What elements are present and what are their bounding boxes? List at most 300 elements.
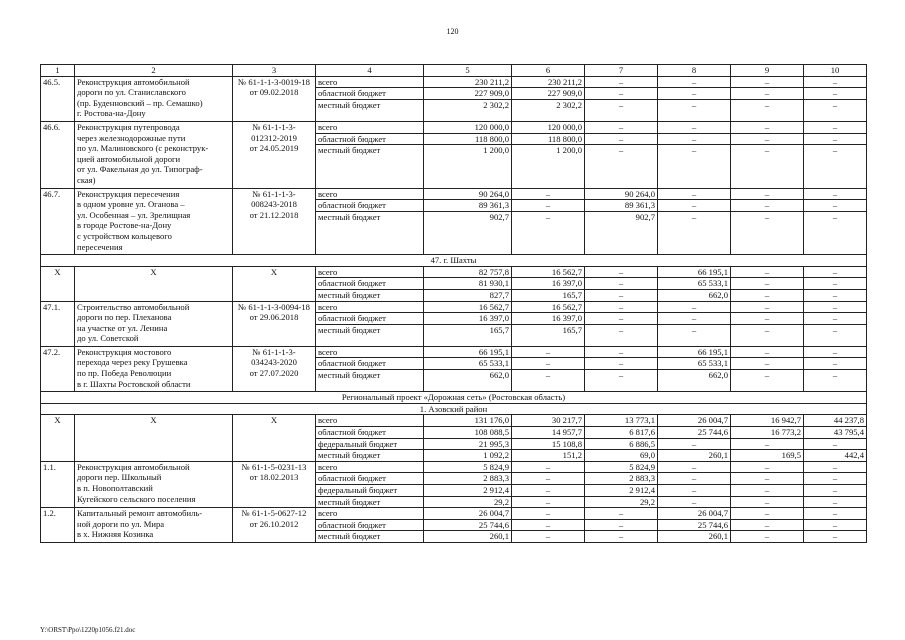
amount-cell: – [804,496,867,508]
amount-cell: – [731,76,804,88]
amount-cell: – [512,461,585,473]
amount-cell: – [658,473,731,485]
document-ref-line: Х [270,415,278,426]
funding-source: областной бюджет [316,313,424,325]
amount-cell: 1 200,0 [512,145,585,188]
object-name-line: в одном уровне ул. Оганова – [77,199,185,210]
document-ref [233,266,316,301]
object-name-line: Кугейского сельского поселения [77,493,196,504]
amount-cell: – [658,324,731,346]
amount-cell: – [585,370,658,392]
column-header: 2 [75,65,233,77]
document-ref-line: № 61-1-1-3- [252,188,296,199]
amount-cell: – [804,266,867,278]
amount-cell: – [731,370,804,392]
amount-cell: 30 217,7 [512,415,585,427]
section-title: 1. Азовский район [41,403,867,415]
amount-cell: 120 000,0 [512,121,585,133]
page-number: 120 [446,27,459,36]
amount-cell: 260,1 [424,531,512,543]
amount-cell: 16 397,0 [512,313,585,325]
item-number: Х [41,415,75,461]
amount-cell: 89 361,3 [424,200,512,212]
amount-cell: – [512,200,585,212]
object-name-line: перехода через реку Грушевка [77,357,188,368]
funding-source: всего [316,415,424,427]
amount-cell: 6 817,6 [585,427,658,439]
amount-cell: – [804,145,867,188]
funding-source: местный бюджет [316,99,424,121]
funding-source: местный бюджет [316,531,424,543]
column-header: 4 [316,65,424,77]
section-row [41,403,867,415]
amount-cell: 118 800,0 [424,133,512,145]
amount-cell: 16 397,0 [512,278,585,290]
funding-source: областной бюджет [316,88,424,100]
amount-cell: – [731,508,804,520]
section-title: 47. г. Шахты [41,255,867,267]
object-name [75,415,233,461]
funding-source: всего [316,188,424,200]
amount-cell: – [731,289,804,301]
amount-cell: – [512,519,585,531]
document-ref-line: № 61-1-1-3-0019-18 [238,76,310,87]
section-row [41,255,867,267]
amount-cell: 2 883,3 [424,473,512,485]
amount-cell: 6 886,5 [585,438,658,450]
amount-cell: – [585,99,658,121]
column-header: 9 [731,65,804,77]
funding-source: всего [316,508,424,520]
amount-cell: – [585,266,658,278]
amount-cell: – [585,531,658,543]
funding-source: местный бюджет [316,324,424,346]
amount-cell: 29,2 [585,496,658,508]
amount-cell: – [804,121,867,133]
amount-cell: – [512,531,585,543]
amount-cell: 90 264,0 [424,188,512,200]
table-row [41,76,867,88]
amount-cell: 90 264,0 [585,188,658,200]
object-name-line: от ул. Факельная до ул. Типограф- [77,164,203,175]
document-ref [233,461,316,507]
amount-cell: – [731,211,804,254]
object-name-line: в п. Новополтавский [77,483,153,493]
item-number: Х [41,266,75,301]
funding-source: федеральный бюджет [316,438,424,450]
amount-cell: 25 744,6 [658,427,731,439]
item-number: 47.2. [41,346,75,391]
amount-cell: 14 957,7 [512,427,585,439]
document-ref-line: от 27.07.2020 [249,368,299,379]
amount-cell: – [658,99,731,121]
amount-cell: 5 824,9 [585,461,658,473]
table-row [41,508,867,520]
amount-cell: – [731,301,804,313]
document-ref [233,301,316,346]
item-number: 1.2. [41,508,75,543]
object-name-line: Реконструкция путепровода [77,121,180,132]
amount-cell: – [585,278,658,290]
amount-cell: 1 092,2 [424,450,512,462]
amount-cell: 230 211,2 [424,76,512,88]
amount-cell: – [585,324,658,346]
funding-source: местный бюджет [316,211,424,254]
object-name-line: в городе Ростове-на-Дону [77,220,172,231]
amount-cell: 165,7 [512,289,585,301]
amount-cell: – [804,519,867,531]
object-name-line: Реконструкция автомобильной [77,461,190,472]
amount-cell: 16 562,7 [512,301,585,313]
amount-cell: – [658,188,731,200]
amount-cell: – [658,211,731,254]
funding-source: областной бюджет [316,278,424,290]
amount-cell: 65 533,1 [658,278,731,290]
amount-cell: – [731,519,804,531]
funding-source: областной бюджет [316,358,424,370]
amount-cell: – [658,200,731,212]
document-ref [233,121,316,188]
table-row [41,415,867,427]
amount-cell: – [731,200,804,212]
object-name-line: до ул. Советской [77,333,139,344]
amount-cell: – [731,133,804,145]
amount-cell: 662,0 [658,370,731,392]
amount-cell: 902,7 [424,211,512,254]
amount-cell: – [731,266,804,278]
column-header: 1 [41,65,75,77]
object-name-line: пересечения [77,241,123,252]
object-name-line: ул. Особенная – ул. Зрелищная [77,209,191,220]
object-name [75,301,233,346]
amount-cell: – [512,188,585,200]
object-name [75,266,233,301]
object-name [75,188,233,255]
amount-cell: 66 195,1 [658,346,731,358]
item-number: 46.5. [41,76,75,121]
amount-cell: 131 176,0 [424,415,512,427]
amount-cell: – [658,301,731,313]
document-ref [233,346,316,391]
amount-cell: – [585,133,658,145]
amount-cell: – [585,346,658,358]
amount-cell: 165,7 [512,324,585,346]
object-name-line: дороги по ул. Станиславского [77,87,186,98]
amount-cell: 44 237,8 [804,415,867,427]
section-row [41,392,867,404]
amount-cell: – [804,278,867,290]
object-name-line: Х [150,266,157,277]
document-ref-line: № 61-1-5-0627-12 [241,508,307,519]
amount-cell: 230 211,2 [512,76,585,88]
amount-cell: 13 773,1 [585,415,658,427]
amount-cell: – [804,438,867,450]
amount-cell: – [512,358,585,370]
amount-cell: 2 912,4 [585,485,658,497]
amount-cell: 151,2 [512,450,585,462]
document-ref-line: № 61-1-1-3- [252,121,296,132]
table-row [41,461,867,473]
amount-cell: 2 883,3 [585,473,658,485]
amount-cell: – [731,324,804,346]
funding-source: всего [316,461,424,473]
amount-cell: – [804,461,867,473]
amount-cell: – [804,485,867,497]
amount-cell: – [731,313,804,325]
amount-cell: 25 744,6 [424,519,512,531]
object-name-line: Реконструкция мостового [77,346,172,357]
object-name-line: по пр. Победа Революции [77,368,172,379]
amount-cell: – [731,346,804,358]
amount-cell: – [731,496,804,508]
budget-table [40,64,867,543]
amount-cell: 662,0 [658,289,731,301]
table-row [41,346,867,358]
amount-cell: – [512,508,585,520]
file-path-footer: Y:\ORST\Ppo\1220p1056.f21.doc [40,626,136,634]
amount-cell: – [585,76,658,88]
amount-cell: – [585,313,658,325]
object-name-line: (пр. Буденновский – пр. Семашко) [77,97,203,108]
object-name-line: в х. Нижняя Козинка [77,529,154,540]
amount-cell: – [731,473,804,485]
funding-source: федеральный бюджет [316,485,424,497]
amount-cell: – [585,301,658,313]
object-name-line: по ул. Малиновского (с реконструк- [77,143,209,154]
amount-cell: 2 302,2 [424,99,512,121]
amount-cell: 66 195,1 [658,266,731,278]
amount-cell: 108 088,5 [424,427,512,439]
amount-cell: 827,7 [424,289,512,301]
amount-cell: 26 004,7 [424,508,512,520]
amount-cell: – [658,121,731,133]
column-header: 6 [512,65,585,77]
amount-cell: 5 824,9 [424,461,512,473]
amount-cell: – [512,211,585,254]
funding-source: областной бюджет [316,427,424,439]
amount-cell: – [512,473,585,485]
document-ref [233,415,316,461]
funding-source: всего [316,266,424,278]
amount-cell: – [804,313,867,325]
table-row [41,188,867,200]
amount-cell: – [804,473,867,485]
amount-cell: – [731,438,804,450]
item-number: 1.1. [41,461,75,507]
amount-cell: 81 930,1 [424,278,512,290]
object-name [75,121,233,188]
amount-cell: 118 800,0 [512,133,585,145]
section-title: Региональный проект «Дорожная сеть» (Ростовская область) [41,392,867,404]
amount-cell: 227 909,0 [424,88,512,100]
amount-cell: – [658,496,731,508]
funding-source: всего [316,346,424,358]
document-ref-line: 012312-2019 [251,132,297,143]
amount-cell: – [731,99,804,121]
object-name [75,346,233,391]
amount-cell: – [658,313,731,325]
document-ref-line: от 24.05.2019 [249,143,299,154]
amount-cell: – [804,88,867,100]
amount-cell: – [585,508,658,520]
amount-cell: – [804,133,867,145]
object-name-line: цией автомобильной дороги [77,153,181,164]
document-ref-line: от 26.10.2012 [249,518,299,529]
amount-cell: 89 361,3 [585,200,658,212]
document-ref [233,76,316,121]
funding-source: местный бюджет [316,496,424,508]
object-name-line: г. Ростова-на-Дону [77,108,146,119]
object-name-line: Строительство автомобильной [77,301,190,312]
amount-cell: 16 942,7 [731,415,804,427]
amount-cell: – [804,99,867,121]
item-number: 47.1. [41,301,75,346]
amount-cell: – [804,200,867,212]
amount-cell: 16 562,7 [424,301,512,313]
document-ref-line: от 18.02.2013 [249,472,299,483]
amount-cell: – [658,485,731,497]
amount-cell: – [658,88,731,100]
amount-cell: – [658,133,731,145]
table-row [41,301,867,313]
document-ref-line: от 29.06.2018 [249,312,299,323]
amount-cell: 65 533,1 [658,358,731,370]
amount-cell: 442,4 [804,450,867,462]
amount-cell: – [804,358,867,370]
amount-cell: 169,5 [731,450,804,462]
amount-cell: – [731,358,804,370]
document-ref-line: от 09.02.2018 [249,87,299,98]
object-name-line: Реконструкция автомобильной [77,76,190,87]
funding-source: всего [316,121,424,133]
amount-cell: 260,1 [658,531,731,543]
document-ref-line: № 61-1-1-3- [252,346,296,357]
column-header: 8 [658,65,731,77]
column-header: 7 [585,65,658,77]
object-name-line: дороги пер. Школьный [77,472,162,483]
amount-cell: 260,1 [658,450,731,462]
amount-cell: – [585,358,658,370]
amount-cell: – [658,145,731,188]
column-header: 10 [804,65,867,77]
object-name-line: на участке от ул. Ленина [77,322,168,333]
amount-cell: 1 200,0 [424,145,512,188]
item-number: 46.7. [41,188,75,255]
amount-cell: – [512,370,585,392]
funding-source: областной бюджет [316,200,424,212]
amount-cell: – [585,519,658,531]
funding-source: всего [316,76,424,88]
amount-cell: – [731,278,804,290]
amount-cell: – [731,145,804,188]
document-ref-line: Х [270,266,278,277]
amount-cell: – [585,88,658,100]
amount-cell: 902,7 [585,211,658,254]
amount-cell: 66 195,1 [424,346,512,358]
funding-source: областной бюджет [316,519,424,531]
amount-cell: 16 562,7 [512,266,585,278]
document-ref [233,508,316,543]
document-ref [233,188,316,255]
amount-cell: – [804,211,867,254]
amount-cell: – [804,76,867,88]
object-name [75,461,233,507]
amount-cell: 2 302,2 [512,99,585,121]
object-name-line: ной дороги по ул. Мира [77,518,165,529]
amount-cell: 21 995,3 [424,438,512,450]
amount-cell: – [585,121,658,133]
funding-source: местный бюджет [316,289,424,301]
amount-cell: – [512,346,585,358]
funding-source: всего [316,301,424,313]
amount-cell: 29,2 [424,496,512,508]
amount-cell: 25 744,6 [658,519,731,531]
object-name-line: ская) [77,174,96,185]
amount-cell: – [731,88,804,100]
table-row [41,121,867,133]
object-name-line: с устройством кольцевого [77,230,172,241]
object-name [75,508,233,543]
funding-source: местный бюджет [316,145,424,188]
amount-cell: – [731,531,804,543]
amount-cell: 26 004,7 [658,508,731,520]
amount-cell: 16 773,2 [731,427,804,439]
amount-cell: – [512,496,585,508]
amount-cell: 165,7 [424,324,512,346]
amount-cell: – [512,485,585,497]
amount-cell: – [804,324,867,346]
amount-cell: – [585,289,658,301]
amount-cell: – [804,289,867,301]
document-ref-line: 034243-2020 [251,357,297,368]
document-ref-line: № 61-1-5-0231-13 [241,461,307,472]
amount-cell: 2 912,4 [424,485,512,497]
object-name-line: через железнодорожные пути [77,132,186,143]
amount-cell: – [731,121,804,133]
object-name-line: Капитальный ремонт автомобиль- [77,508,203,519]
amount-cell: 15 108,8 [512,438,585,450]
amount-cell: – [731,188,804,200]
amount-cell: 82 757,8 [424,266,512,278]
document-ref-line: 008243-2018 [251,199,297,210]
amount-cell: 662,0 [424,370,512,392]
amount-cell: – [658,461,731,473]
table-row [41,266,867,278]
document-ref-line: от 21.12.2018 [249,209,299,220]
header-row [41,65,867,77]
funding-source: местный бюджет [316,370,424,392]
amount-cell: 65 533,1 [424,358,512,370]
amount-cell: 43 795,4 [804,427,867,439]
amount-cell: – [658,438,731,450]
amount-cell: 26 004,7 [658,415,731,427]
document-ref-line: № 61-1-1-3-0094-18 [238,301,310,312]
object-name-line: Реконструкция пересечения [77,188,180,199]
amount-cell: – [804,346,867,358]
amount-cell: 227 909,0 [512,88,585,100]
amount-cell: – [804,531,867,543]
amount-cell: 120 000,0 [424,121,512,133]
object-name-line: дороги по пер. Плеханова [77,312,172,323]
amount-cell: 69,0 [585,450,658,462]
object-name [75,76,233,121]
funding-source: областной бюджет [316,133,424,145]
amount-cell: – [804,301,867,313]
column-header: 5 [424,65,512,77]
amount-cell: – [804,188,867,200]
amount-cell: – [658,76,731,88]
item-number: 46.6. [41,121,75,188]
